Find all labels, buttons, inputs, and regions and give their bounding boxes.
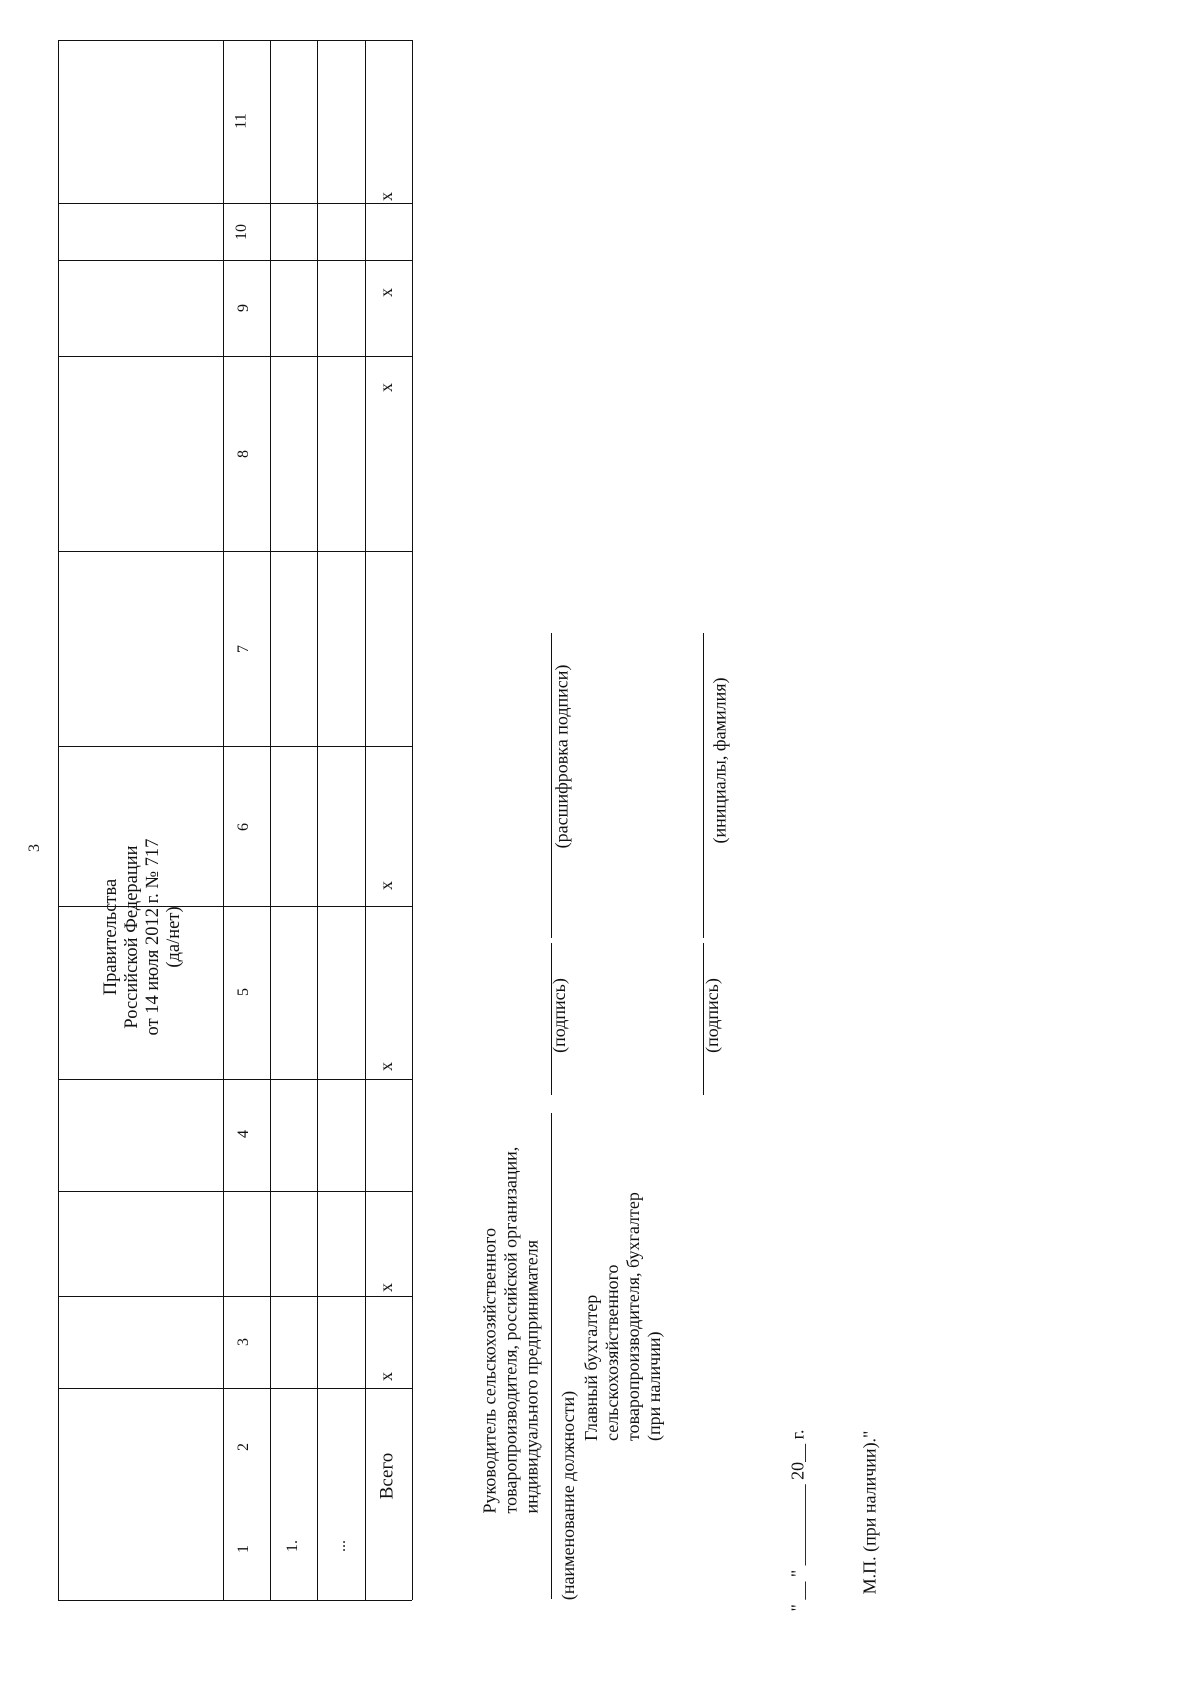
total-mark-col11: х — [376, 192, 396, 201]
total-mark-col5: х — [376, 1062, 396, 1071]
column-divider — [58, 551, 412, 552]
column-number-11: 11 — [232, 113, 250, 129]
stamp-note: М.П. (при наличии)." — [859, 1430, 880, 1595]
row-divider — [270, 40, 271, 1600]
column-divider — [58, 1388, 412, 1389]
column-divider — [58, 260, 412, 261]
total-mark-col3: х — [376, 1372, 396, 1381]
column-number-2: 2 — [235, 1443, 252, 1451]
column-number-5: 5 — [235, 988, 252, 996]
page-number: 3 — [26, 844, 43, 852]
column-divider — [58, 1296, 412, 1297]
signature-caption: (подпись) — [548, 978, 569, 1053]
column-number-4: 4 — [235, 1130, 252, 1138]
column-number-3: 3 — [235, 1338, 252, 1346]
column-number-1: 1 — [235, 1545, 252, 1553]
column-5-header: Правительства Российской Федерации от 14 июля 2012 г. № 717 (да/нет) — [101, 838, 184, 1036]
column-number-6: 6 — [235, 823, 252, 831]
row-divider — [365, 40, 366, 1600]
table-border-top — [58, 40, 412, 41]
column-number-7: 7 — [235, 645, 252, 653]
subsidy-table — [58, 40, 412, 1600]
accountant-signature-caption: (подпись) — [701, 978, 722, 1053]
total-mark-col10: х — [376, 288, 396, 297]
accountant-title: Главный бухгалтер сельскохозяйственного товаропроизводителя, бухгалтер (при наличии) — [581, 1192, 664, 1441]
total-mark-col9: х — [376, 383, 396, 392]
head-title: Руководитель сельскохозяйственного товаропроизводителя, российской организации, индивидуального предпринимателя — [479, 1146, 542, 1514]
column-number-8: 8 — [235, 450, 252, 458]
column-divider — [58, 746, 412, 747]
accountant-name-line — [703, 633, 704, 938]
row-label-1: 1. — [284, 1540, 301, 1552]
table-border-right — [412, 40, 413, 1600]
total-mark-col4: х — [376, 1283, 396, 1292]
date-line: " __ " _________ 20__ г. — [787, 1429, 808, 1612]
table-border-left — [58, 40, 59, 1600]
accountant-name-caption: (инициалы, фамилия) — [709, 677, 730, 844]
position-line — [551, 1113, 552, 1599]
total-mark-col6: х — [376, 881, 396, 890]
column-divider — [58, 1191, 412, 1192]
column-divider — [58, 1079, 412, 1080]
column-divider — [58, 356, 412, 357]
column-divider — [58, 203, 412, 204]
table-border-bottom — [58, 1600, 412, 1601]
row-divider — [223, 40, 224, 1600]
column-number-9: 9 — [235, 304, 252, 312]
total-row-label: Всего — [376, 1452, 398, 1500]
column-number-10: 10 — [233, 224, 250, 240]
row-label-ellipsis: ... — [332, 1540, 349, 1552]
decode-caption: (расшифровка подписи) — [551, 664, 572, 849]
position-caption: (наименование должности) — [558, 1390, 579, 1601]
row-divider — [317, 40, 318, 1600]
